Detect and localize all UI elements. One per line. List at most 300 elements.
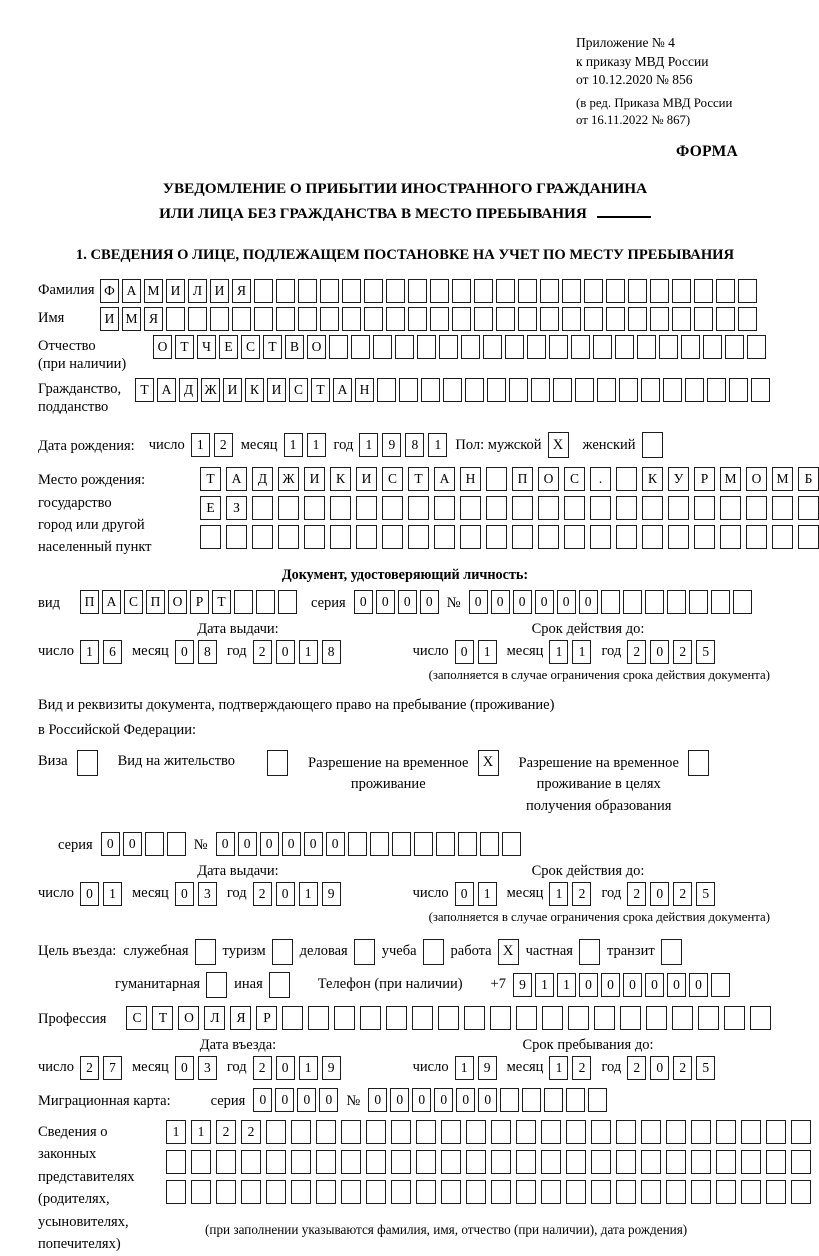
char-cell[interactable] [594, 1006, 615, 1030]
temp-permit-checkbox[interactable]: X [478, 750, 499, 776]
char-cell[interactable] [691, 1120, 711, 1144]
char-cell[interactable] [330, 525, 351, 549]
char-cell[interactable]: 2 [572, 882, 591, 906]
char-cell[interactable] [441, 1150, 461, 1174]
char-cell[interactable]: 1 [549, 640, 568, 664]
char-cell[interactable]: 0 [535, 590, 554, 614]
char-cell[interactable] [522, 1088, 541, 1112]
char-cell[interactable] [276, 279, 295, 303]
char-cell[interactable] [619, 378, 638, 402]
char-cell[interactable] [486, 525, 507, 549]
char-cell[interactable] [738, 279, 757, 303]
char-cell[interactable]: 0 [579, 973, 598, 997]
char-cell[interactable]: 2 [253, 1056, 272, 1080]
char-cell[interactable] [642, 496, 663, 520]
char-cell[interactable]: К [245, 378, 264, 402]
char-cell[interactable]: 1 [191, 1120, 211, 1144]
char-cell[interactable] [593, 335, 612, 359]
char-cell[interactable] [304, 496, 325, 520]
char-cell[interactable]: 3 [198, 882, 217, 906]
char-cell[interactable] [641, 378, 660, 402]
char-cell[interactable] [486, 496, 507, 520]
char-cell[interactable]: А [122, 279, 141, 303]
char-cell[interactable]: С [126, 1006, 147, 1030]
char-cell[interactable]: 0 [368, 1088, 387, 1112]
char-cell[interactable] [364, 307, 383, 331]
char-cell[interactable] [564, 496, 585, 520]
char-cell[interactable]: Ж [201, 378, 220, 402]
char-cell[interactable]: 2 [627, 640, 646, 664]
char-cell[interactable]: 2 [253, 882, 272, 906]
char-cell[interactable] [278, 525, 299, 549]
char-cell[interactable]: В [285, 335, 304, 359]
char-cell[interactable] [562, 307, 581, 331]
char-cell[interactable] [516, 1180, 536, 1204]
char-cell[interactable]: М [720, 467, 741, 491]
char-cell[interactable] [145, 832, 164, 856]
char-cell[interactable]: 2 [673, 1056, 692, 1080]
char-cell[interactable]: 0 [276, 882, 295, 906]
char-cell[interactable]: Т [152, 1006, 173, 1030]
char-cell[interactable] [191, 1180, 211, 1204]
char-cell[interactable] [316, 1180, 336, 1204]
char-cell[interactable] [441, 1180, 461, 1204]
char-cell[interactable] [487, 378, 506, 402]
char-cell[interactable]: Б [798, 467, 819, 491]
char-cell[interactable] [366, 1180, 386, 1204]
char-cell[interactable]: 0 [275, 1088, 294, 1112]
char-cell[interactable] [645, 590, 664, 614]
char-cell[interactable]: 2 [627, 1056, 646, 1080]
char-cell[interactable] [370, 832, 389, 856]
char-cell[interactable] [694, 496, 715, 520]
char-cell[interactable] [591, 1180, 611, 1204]
char-cell[interactable] [584, 279, 603, 303]
char-cell[interactable] [341, 1180, 361, 1204]
char-cell[interactable]: А [434, 467, 455, 491]
char-cell[interactable] [751, 378, 770, 402]
char-cell[interactable] [509, 378, 528, 402]
char-cell[interactable]: Т [311, 378, 330, 402]
char-cell[interactable]: 1 [166, 1120, 186, 1144]
char-cell[interactable] [541, 1180, 561, 1204]
char-cell[interactable]: К [642, 467, 663, 491]
char-cell[interactable]: 0 [304, 832, 323, 856]
char-cell[interactable]: С [564, 467, 585, 491]
char-cell[interactable]: 0 [101, 832, 120, 856]
char-cell[interactable] [474, 279, 493, 303]
char-cell[interactable] [430, 307, 449, 331]
char-cell[interactable] [566, 1120, 586, 1144]
char-cell[interactable] [798, 525, 819, 549]
char-cell[interactable]: 9 [322, 882, 341, 906]
char-cell[interactable]: О [538, 467, 559, 491]
char-cell[interactable] [351, 335, 370, 359]
char-cell[interactable]: 1 [284, 433, 303, 457]
char-cell[interactable]: 2 [673, 882, 692, 906]
char-cell[interactable] [512, 525, 533, 549]
char-cell[interactable] [720, 525, 741, 549]
char-cell[interactable]: 0 [601, 973, 620, 997]
char-cell[interactable] [232, 307, 251, 331]
edu-permit-checkbox[interactable] [688, 750, 709, 776]
char-cell[interactable] [502, 832, 521, 856]
char-cell[interactable]: Л [188, 279, 207, 303]
char-cell[interactable] [166, 1150, 186, 1174]
char-cell[interactable] [452, 279, 471, 303]
char-cell[interactable]: М [122, 307, 141, 331]
char-cell[interactable] [460, 525, 481, 549]
char-cell[interactable]: 0 [412, 1088, 431, 1112]
char-cell[interactable] [414, 832, 433, 856]
char-cell[interactable]: 0 [123, 832, 142, 856]
char-cell[interactable] [518, 279, 537, 303]
char-cell[interactable] [641, 1150, 661, 1174]
char-cell[interactable]: 0 [456, 1088, 475, 1112]
char-cell[interactable] [356, 496, 377, 520]
char-cell[interactable] [382, 525, 403, 549]
char-cell[interactable]: . [590, 467, 611, 491]
char-cell[interactable] [584, 307, 603, 331]
char-cell[interactable] [241, 1180, 261, 1204]
char-cell[interactable] [465, 378, 484, 402]
char-cell[interactable]: 0 [434, 1088, 453, 1112]
char-cell[interactable] [766, 1120, 786, 1144]
char-cell[interactable] [490, 1006, 511, 1030]
char-cell[interactable] [772, 496, 793, 520]
char-cell[interactable] [716, 307, 735, 331]
char-cell[interactable] [711, 590, 730, 614]
char-cell[interactable] [291, 1150, 311, 1174]
char-cell[interactable] [166, 307, 185, 331]
char-cell[interactable]: 1 [549, 1056, 568, 1080]
char-cell[interactable] [226, 525, 247, 549]
char-cell[interactable]: 0 [469, 590, 488, 614]
char-cell[interactable] [568, 1006, 589, 1030]
char-cell[interactable] [496, 279, 515, 303]
char-cell[interactable] [772, 525, 793, 549]
char-cell[interactable]: 1 [535, 973, 554, 997]
char-cell[interactable] [460, 496, 481, 520]
char-cell[interactable] [564, 525, 585, 549]
char-cell[interactable]: О [178, 1006, 199, 1030]
char-cell[interactable] [766, 1180, 786, 1204]
char-cell[interactable] [571, 335, 590, 359]
char-cell[interactable] [703, 335, 722, 359]
char-cell[interactable] [681, 335, 700, 359]
char-cell[interactable]: 0 [557, 590, 576, 614]
char-cell[interactable] [540, 307, 559, 331]
char-cell[interactable]: И [356, 467, 377, 491]
char-cell[interactable] [382, 496, 403, 520]
char-cell[interactable]: 0 [175, 1056, 194, 1080]
char-cell[interactable] [496, 307, 515, 331]
char-cell[interactable] [291, 1180, 311, 1204]
char-cell[interactable]: С [124, 590, 143, 614]
char-cell[interactable]: 0 [175, 640, 194, 664]
char-cell[interactable] [386, 279, 405, 303]
char-cell[interactable] [540, 279, 559, 303]
char-cell[interactable] [650, 279, 669, 303]
char-cell[interactable] [278, 590, 297, 614]
char-cell[interactable]: О [746, 467, 767, 491]
char-cell[interactable]: 3 [198, 1056, 217, 1080]
char-cell[interactable] [566, 1150, 586, 1174]
char-cell[interactable] [443, 378, 462, 402]
char-cell[interactable] [434, 525, 455, 549]
char-cell[interactable]: 0 [216, 832, 235, 856]
char-cell[interactable]: 1 [299, 640, 318, 664]
char-cell[interactable] [334, 1006, 355, 1030]
char-cell[interactable]: М [144, 279, 163, 303]
char-cell[interactable]: Е [200, 496, 221, 520]
char-cell[interactable] [746, 525, 767, 549]
char-cell[interactable] [666, 1180, 686, 1204]
char-cell[interactable]: Я [230, 1006, 251, 1030]
char-cell[interactable] [356, 525, 377, 549]
sex-female-checkbox[interactable] [642, 432, 663, 458]
char-cell[interactable] [491, 1150, 511, 1174]
char-cell[interactable]: О [168, 590, 187, 614]
char-cell[interactable]: 9 [382, 433, 401, 457]
char-cell[interactable]: 2 [241, 1120, 261, 1144]
char-cell[interactable] [316, 1120, 336, 1144]
char-cell[interactable]: 0 [513, 590, 532, 614]
char-cell[interactable]: 0 [398, 590, 417, 614]
char-cell[interactable] [798, 496, 819, 520]
char-cell[interactable]: 0 [282, 832, 301, 856]
char-cell[interactable] [276, 307, 295, 331]
char-cell[interactable] [741, 1120, 761, 1144]
char-cell[interactable]: З [226, 496, 247, 520]
char-cell[interactable] [716, 1150, 736, 1174]
char-cell[interactable] [330, 496, 351, 520]
char-cell[interactable] [512, 496, 533, 520]
purpose-business-checkbox[interactable] [354, 939, 375, 965]
char-cell[interactable] [505, 335, 524, 359]
char-cell[interactable] [628, 307, 647, 331]
char-cell[interactable] [724, 1006, 745, 1030]
char-cell[interactable]: 0 [276, 1056, 295, 1080]
char-cell[interactable] [616, 496, 637, 520]
char-cell[interactable]: Я [232, 279, 251, 303]
char-cell[interactable] [320, 307, 339, 331]
char-cell[interactable]: 2 [572, 1056, 591, 1080]
char-cell[interactable] [438, 1006, 459, 1030]
char-cell[interactable] [707, 378, 726, 402]
purpose-tourism-checkbox[interactable] [272, 939, 293, 965]
char-cell[interactable]: 1 [572, 640, 591, 664]
char-cell[interactable] [210, 307, 229, 331]
char-cell[interactable] [304, 525, 325, 549]
char-cell[interactable]: 7 [103, 1056, 122, 1080]
char-cell[interactable]: 9 [513, 973, 532, 997]
char-cell[interactable] [590, 525, 611, 549]
char-cell[interactable] [637, 335, 656, 359]
char-cell[interactable] [616, 1150, 636, 1174]
char-cell[interactable] [716, 1180, 736, 1204]
char-cell[interactable] [412, 1006, 433, 1030]
char-cell[interactable]: П [512, 467, 533, 491]
char-cell[interactable] [562, 279, 581, 303]
char-cell[interactable] [188, 307, 207, 331]
char-cell[interactable]: И [100, 307, 119, 331]
char-cell[interactable]: А [157, 378, 176, 402]
char-cell[interactable]: 0 [420, 590, 439, 614]
char-cell[interactable]: Д [252, 467, 273, 491]
char-cell[interactable] [266, 1150, 286, 1174]
purpose-private-checkbox[interactable] [579, 939, 600, 965]
char-cell[interactable]: 9 [322, 1056, 341, 1080]
char-cell[interactable] [278, 496, 299, 520]
char-cell[interactable] [466, 1180, 486, 1204]
char-cell[interactable] [308, 1006, 329, 1030]
char-cell[interactable] [452, 307, 471, 331]
char-cell[interactable]: 1 [80, 640, 99, 664]
char-cell[interactable]: Ч [197, 335, 216, 359]
char-cell[interactable] [486, 467, 507, 491]
char-cell[interactable]: 0 [297, 1088, 316, 1112]
char-cell[interactable] [500, 1088, 519, 1112]
char-cell[interactable]: С [382, 467, 403, 491]
char-cell[interactable]: Ж [278, 467, 299, 491]
char-cell[interactable]: Л [204, 1006, 225, 1030]
char-cell[interactable] [464, 1006, 485, 1030]
char-cell[interactable] [667, 590, 686, 614]
purpose-humanitarian-checkbox[interactable] [206, 972, 227, 998]
purpose-other-checkbox[interactable] [269, 972, 290, 998]
char-cell[interactable]: 1 [455, 1056, 474, 1080]
char-cell[interactable] [542, 1006, 563, 1030]
char-cell[interactable]: А [226, 467, 247, 491]
char-cell[interactable] [616, 525, 637, 549]
char-cell[interactable] [516, 1006, 537, 1030]
char-cell[interactable]: Т [200, 467, 221, 491]
char-cell[interactable]: 0 [238, 832, 257, 856]
char-cell[interactable]: С [241, 335, 260, 359]
char-cell[interactable] [741, 1180, 761, 1204]
char-cell[interactable] [298, 307, 317, 331]
char-cell[interactable] [729, 378, 748, 402]
char-cell[interactable]: 0 [455, 882, 474, 906]
char-cell[interactable] [191, 1150, 211, 1174]
char-cell[interactable]: 0 [689, 973, 708, 997]
char-cell[interactable]: 5 [696, 882, 715, 906]
char-cell[interactable]: И [166, 279, 185, 303]
char-cell[interactable]: И [210, 279, 229, 303]
purpose-transit-checkbox[interactable] [661, 939, 682, 965]
char-cell[interactable] [531, 378, 550, 402]
char-cell[interactable] [416, 1120, 436, 1144]
char-cell[interactable]: Т [175, 335, 194, 359]
char-cell[interactable] [391, 1180, 411, 1204]
char-cell[interactable] [399, 378, 418, 402]
char-cell[interactable] [616, 1120, 636, 1144]
char-cell[interactable]: С [289, 378, 308, 402]
char-cell[interactable] [747, 335, 766, 359]
char-cell[interactable]: 1 [557, 973, 576, 997]
char-cell[interactable] [518, 307, 537, 331]
char-cell[interactable] [516, 1150, 536, 1174]
char-cell[interactable]: 5 [696, 1056, 715, 1080]
char-cell[interactable] [421, 378, 440, 402]
char-cell[interactable]: 8 [198, 640, 217, 664]
char-cell[interactable]: 1 [478, 882, 497, 906]
char-cell[interactable] [606, 307, 625, 331]
char-cell[interactable] [720, 496, 741, 520]
char-cell[interactable] [623, 590, 642, 614]
char-cell[interactable] [738, 307, 757, 331]
char-cell[interactable]: 1 [549, 882, 568, 906]
char-cell[interactable] [256, 590, 275, 614]
char-cell[interactable] [216, 1180, 236, 1204]
char-cell[interactable] [642, 525, 663, 549]
char-cell[interactable] [416, 1150, 436, 1174]
char-cell[interactable] [672, 279, 691, 303]
residence-permit-checkbox[interactable] [267, 750, 288, 776]
char-cell[interactable] [366, 1150, 386, 1174]
char-cell[interactable] [342, 307, 361, 331]
char-cell[interactable] [341, 1150, 361, 1174]
char-cell[interactable]: 0 [319, 1088, 338, 1112]
char-cell[interactable] [391, 1120, 411, 1144]
char-cell[interactable] [666, 1120, 686, 1144]
char-cell[interactable]: 1 [191, 433, 210, 457]
char-cell[interactable]: Т [212, 590, 231, 614]
char-cell[interactable]: 1 [299, 1056, 318, 1080]
char-cell[interactable]: О [307, 335, 326, 359]
char-cell[interactable]: И [304, 467, 325, 491]
char-cell[interactable] [316, 1150, 336, 1174]
char-cell[interactable] [641, 1120, 661, 1144]
char-cell[interactable]: 9 [478, 1056, 497, 1080]
char-cell[interactable]: Р [190, 590, 209, 614]
char-cell[interactable]: Н [460, 467, 481, 491]
char-cell[interactable] [725, 335, 744, 359]
char-cell[interactable] [373, 335, 392, 359]
char-cell[interactable] [483, 335, 502, 359]
char-cell[interactable]: У [668, 467, 689, 491]
char-cell[interactable] [341, 1120, 361, 1144]
char-cell[interactable] [436, 832, 455, 856]
char-cell[interactable] [391, 1150, 411, 1174]
char-cell[interactable] [252, 496, 273, 520]
char-cell[interactable] [566, 1180, 586, 1204]
char-cell[interactable]: Т [135, 378, 154, 402]
purpose-study-checkbox[interactable] [423, 939, 444, 965]
char-cell[interactable]: Е [219, 335, 238, 359]
char-cell[interactable] [538, 525, 559, 549]
char-cell[interactable]: 1 [428, 433, 447, 457]
char-cell[interactable]: Ф [100, 279, 119, 303]
char-cell[interactable] [663, 378, 682, 402]
char-cell[interactable] [395, 335, 414, 359]
char-cell[interactable]: Д [179, 378, 198, 402]
char-cell[interactable]: 0 [667, 973, 686, 997]
char-cell[interactable]: 8 [405, 433, 424, 457]
char-cell[interactable] [527, 335, 546, 359]
char-cell[interactable]: М [772, 467, 793, 491]
char-cell[interactable] [439, 335, 458, 359]
char-cell[interactable] [575, 378, 594, 402]
char-cell[interactable] [417, 335, 436, 359]
char-cell[interactable]: 0 [491, 590, 510, 614]
char-cell[interactable] [646, 1006, 667, 1030]
char-cell[interactable]: 0 [376, 590, 395, 614]
char-cell[interactable]: Р [256, 1006, 277, 1030]
char-cell[interactable]: 2 [214, 433, 233, 457]
char-cell[interactable] [386, 1006, 407, 1030]
